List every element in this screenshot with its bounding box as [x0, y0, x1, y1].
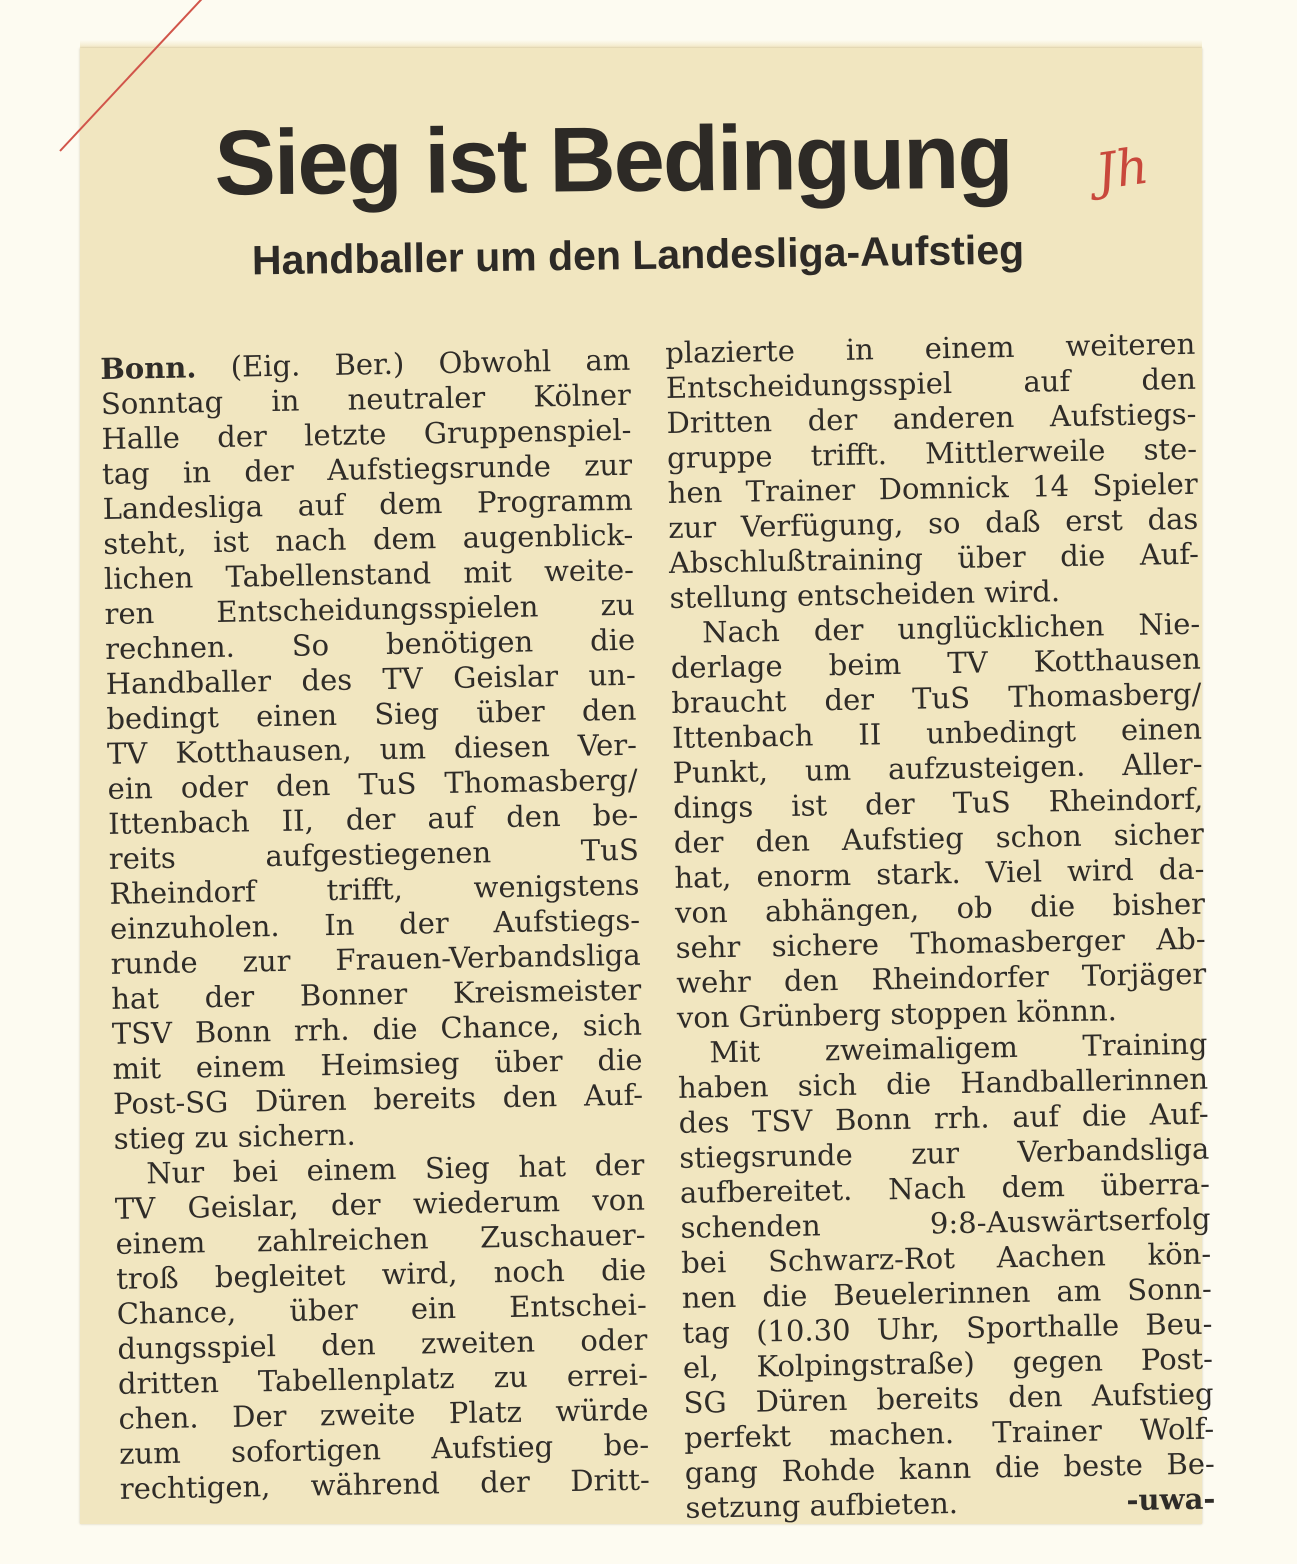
- text-line: steht, ist nach dem augenblick-: [103, 517, 634, 561]
- headline: Sieg ist Bedingung: [214, 105, 1012, 215]
- text-line: Chance, über ein Entschei-: [116, 1287, 648, 1331]
- text-line: SG Düren bereits den Aufstieg: [683, 1376, 1214, 1420]
- text-line: schenden 9:8-Auswärtserfolg: [680, 1201, 1211, 1245]
- text-line: TSV Bonn rrh. die Chance, sich: [111, 1007, 643, 1051]
- article-column-left: [100, 343, 650, 1507]
- text-line: Entscheidungsspiel auf den: [665, 361, 1197, 405]
- text-line: runde zur Frauen-Verbandsliga: [110, 937, 641, 981]
- text-line: stiegsrunde zur Verbandsliga: [679, 1131, 1210, 1175]
- text-line: Mit zweimaligem Training: [709, 1026, 1208, 1070]
- text-line: Sonntag in neutraler Kölner: [100, 377, 632, 421]
- author-signature: -uwa-: [1126, 1481, 1216, 1518]
- text-line: TV Kotthausen, um diesen Ver-: [106, 727, 638, 771]
- text-line: reits aufgestiegenen TuS: [108, 832, 640, 876]
- text-line: dings ist der TuS Rheindorf,: [672, 781, 1204, 825]
- text-line: bei Schwarz-Rot Aachen kön-: [680, 1236, 1212, 1280]
- text-line: haben sich die Handballerinnen: [677, 1061, 1209, 1105]
- text-line: gang Rohde kann die beste Be-: [684, 1446, 1216, 1490]
- text-line: Landesliga auf dem Programm: [102, 482, 633, 526]
- text-line: tag in der Aufstiegsrunde zur: [101, 447, 633, 491]
- text-line: zum sofortigen Aufstieg be-: [118, 1427, 650, 1471]
- text-line: rechnen. So benötigen die: [104, 622, 636, 666]
- text-line: dritten Tabellenplatz zu errei-: [117, 1357, 649, 1401]
- text-line: einem zahlreichen Zuschauer-: [115, 1217, 646, 1261]
- text-line: stellung entscheiden wird.: [669, 574, 1061, 615]
- text-line: lichen Tabellenstand mit weite-: [103, 552, 635, 596]
- dateline: Bonn.: [100, 350, 197, 386]
- text-line: von abhängen, ob die bisher: [674, 886, 1206, 930]
- text-line: hat, enorm stark. Viel wird da-: [674, 851, 1205, 895]
- text-line: gruppe trifft. Mittlerweile ste-: [666, 431, 1198, 475]
- text-line: TV Geislar, der wiederum von: [114, 1182, 646, 1226]
- text-line: mit einem Heimsieg über die: [112, 1042, 643, 1086]
- text-line: Ittenbach II unbedingt einen: [671, 711, 1203, 755]
- text-line: Handballer des TV Geislar un-: [105, 657, 637, 701]
- text-line: rechtigen, während der Dritt-: [119, 1462, 651, 1506]
- text-line: hat der Bonner Kreismeister: [110, 972, 642, 1016]
- text-line: derlage beim TV Kotthausen: [670, 641, 1202, 685]
- text-line: perfekt machen. Trainer Wolf-: [683, 1411, 1215, 1455]
- text-line: Abschlußtraining über die Auf-: [668, 536, 1200, 580]
- text-line: zur Verfügung, so daß erst das: [668, 501, 1199, 545]
- text-line: chen. Der zweite Platz würde: [118, 1392, 649, 1436]
- text-line: plazierte in einem weiteren: [665, 326, 1196, 370]
- text-line: Nur bei einem Sieg hat der: [146, 1147, 645, 1191]
- handwritten-initials: Jh: [1092, 136, 1153, 202]
- text-line: Ittenbach II, der auf den be-: [107, 797, 639, 841]
- text-line: Halle der letzte Gruppenspiel-: [101, 412, 632, 456]
- article-column-right: [665, 327, 1216, 1526]
- text-line: ein oder den TuS Thomasberg/: [107, 762, 638, 806]
- text-line-content: setzung aufbieten.: [685, 1486, 959, 1525]
- text-line: stieg zu sichern.: [113, 1117, 356, 1156]
- text-line: sehr sichere Thomasberger Ab-: [675, 921, 1206, 965]
- text-line: Post-SG Düren bereits den Auf-: [112, 1077, 644, 1121]
- text-line-content: (Eig. Ber.) Obwohl am: [196, 342, 631, 385]
- text-line: braucht der TuS Thomasberg/: [671, 676, 1202, 720]
- text-line: der den Aufstieg schon sicher: [673, 816, 1205, 860]
- text-line: aufbereitet. Nach dem überra-: [679, 1166, 1211, 1210]
- text-line: des TSV Bonn rrh. auf die Auf-: [678, 1096, 1209, 1140]
- text-line: ren Entscheidungsspielen zu: [104, 587, 635, 631]
- text-line: dungsspiel den zweiten oder: [117, 1322, 648, 1366]
- text-line: Nach der unglücklichen Nie-: [701, 606, 1201, 650]
- text-line: wehr den Rheindorfer Torjäger: [675, 956, 1207, 1000]
- text-line: nen die Beuelerinnen am Sonn-: [681, 1271, 1213, 1315]
- text-line: Punkt, um aufzusteigen. Aller-: [672, 746, 1203, 790]
- text-line: bedingt einen Sieg über den: [106, 692, 637, 736]
- text-line: einzuholen. In der Aufstiegs-: [109, 902, 641, 946]
- text-line: hen Trainer Domnick 14 Spieler: [667, 466, 1198, 510]
- text-line: Rheindorf trifft, wenigstens: [109, 867, 640, 911]
- text-line: troß begleitet wird, noch die: [115, 1252, 647, 1296]
- text-line: von Grünberg stoppen könnn.: [676, 993, 1118, 1035]
- text-line: el, Kolpingstraße) gegen Post-: [682, 1341, 1214, 1385]
- text-line: Dritten der anderen Aufstiegs-: [666, 396, 1197, 440]
- subheadline: Handballer um den Landesliga-Aufstieg: [251, 226, 1025, 284]
- text-line: tag (10.30 Uhr, Sporthalle Beu-: [682, 1306, 1213, 1350]
